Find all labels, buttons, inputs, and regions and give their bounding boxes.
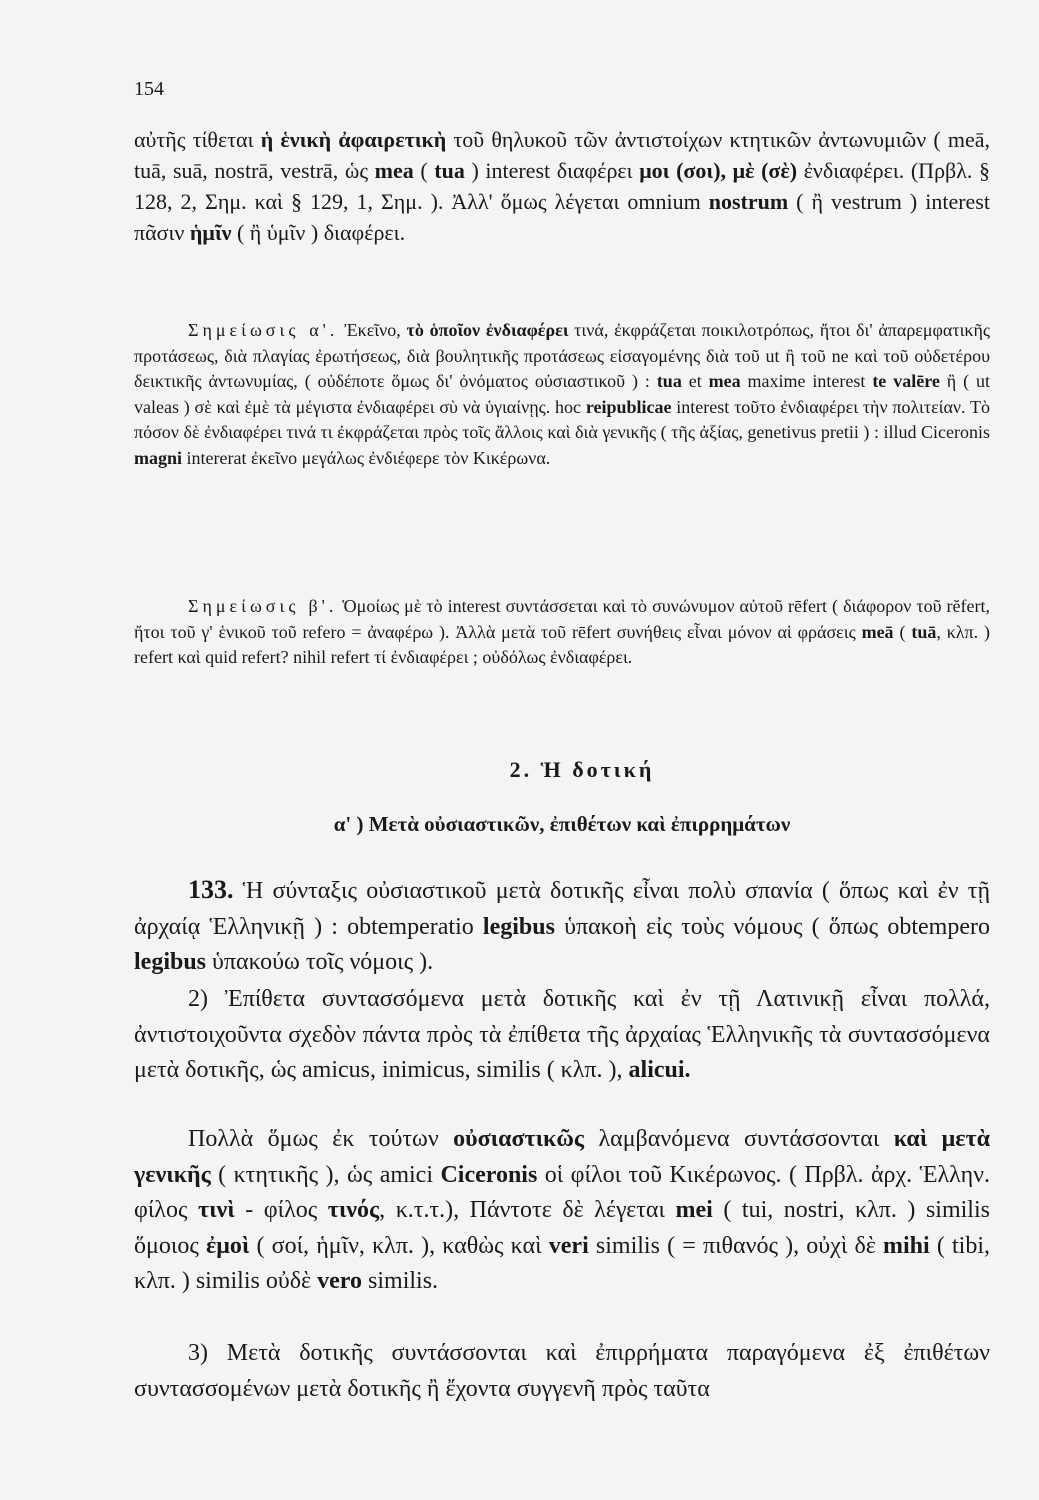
paragraph-adverbs: 3) Μετὰ δοτικῆς συντάσσονται καὶ ἐπιρρήματα παραγόμενα ἐξ ἐπιθέτων συντασσομένων μετὰ δοτικῆς ἢ ἔχοντα συγγενῆ πρὸς ταῦτα [134, 1340, 990, 1402]
note-alpha-label: Σημείωσις α'. [188, 320, 339, 340]
subsection-heading: α' ) Μετὰ οὐσιαστικῶν, ἐπιθέτων καὶ ἐπιρρημάτων [333, 812, 791, 836]
paragraph-adjectives: 2) Ἐπίθετα συντασσόμενα μετὰ δοτικῆς καὶ ἐν τῇ Λατινικῇ εἶναι πολλά, ἀντιστοιχοῦντα σχεδὸν πάντα πρὸς τὰ ἐπίθετα τῆς ἀρχαίας Ἑλληνικῆς τὰ συντασσόμενα μετὰ δοτικῆς, ὡς amicus, inimicus, similis ( κλπ. ), alicui. [134, 986, 990, 1083]
page-number: 154 [134, 78, 164, 100]
paragraph-number: 133. [188, 875, 234, 904]
note-alpha: Σημείωσις α'. Ἐκεῖνο, τὸ ὁποῖον ἐνδιαφέρει τινά, ἐκφράζεται ποικιλοτρόπως, ἤτοι δι' ἀπαρεμφατικῆς προτάσεως, διὰ πλαγίας ἐρωτήσεως, διὰ βουλητικῆς προτάσεως εἰσαγομένης διὰ τοῦ ut ἢ τοῦ ne καὶ τοῦ οὐδετέρου δεικτικῆς ἀντωνυμίας, ( οὐδέποτε ὅμως δι' ὀνόματος οὐσιαστικοῦ ) : tua et mea maxime interest te valēre ἢ ( ut valeas ) σὲ καὶ ἐμὲ τὰ μέγιστα ἐνδιαφέρει σὺ νὰ ὑγιαίνῃς. hoc reipublicae interest τοῦτο ἐνδιαφέρει τὴν πολιτείαν. Τὸ πόσον δὲ ἐνδιαφέρει τινά τι ἐκφράζεται πρὸς τοῖς ἄλλοις καὶ διὰ γενικῆς ( τῆς ἀξίας, genetivus pretii ) : illud Ciceronis magni intererat ἐκεῖνο μεγάλως ἐνδιέφερε τὸν Κικέρωνα. [134, 320, 991, 468]
paragraph-interest: αὐτῆς τίθεται ἡ ἑνικὴ ἀφαιρετικὴ τοῦ θηλυκοῦ τῶν ἀντιστοίχων κτητικῶν ἀντωνυμιῶν ( meā, tuā, suā, nostrā, vestrā, ὡς mea ( tua ) interest διαφέρει μοι (σοι), μὲ (σὲ) ἐνδιαφέρει. (Πρβλ. § 128, 2, Σημ. καὶ § 129, 1, Σημ. ). Ἀλλ' ὅμως λέγεται omnium nostrum ( ἢ vestrum ) interest πᾶσιν ἡμῖν ( ἢ ὑμῖν ) διαφέρει. [134, 127, 990, 245]
paragraph-133: 133. Ἡ σύνταξις οὐσιαστικοῦ μετὰ δοτικῆς εἶναι πολὺ σπανία ( ὅπως καὶ ἐν τῇ ἀρχαίᾳ Ἑλληνικῇ ) : obtemperatio legibus ὑπακοὴ εἰς τοὺς νόμους ( ὅπως obtempero legibus ὑπακούω τοῖς νόμοις ). [134, 875, 990, 975]
section-heading: 2. Ἡ δοτική [509, 757, 655, 782]
note-beta-label: Σημείωσις β'. [188, 596, 338, 616]
note-beta: Σημείωσις β'. Ὁμοίως μὲ τὸ interest συντάσσεται καὶ τὸ συνώνυμον αὐτοῦ rēfert ( διάφορον τοῦ rĕfert, ἤτοι τοῦ γ' ἑνικοῦ τοῦ refero = ἀναφέρω ). Ἀλλὰ μετὰ τοῦ rēfert συνήθεις εἶναι μόνον αἱ φράσεις meā ( tuā, κλπ. ) refert καὶ quid refert? nihil refert τί ἐνδιαφέρει ; οὐδόλως ἐνδιαφέρει. [134, 596, 990, 667]
paragraph-substantive: Πολλὰ ὅμως ἐκ τούτων οὐσιαστικῶς λαμβανόμενα συντάσσονται καὶ μετὰ γενικῆς ( κτητικῆς ), ὡς amici Ciceronis οἱ φίλοι τοῦ Κικέρωνος. ( Πρβλ. ἀρχ. Ἑλλην. φίλος τινὶ - φίλος τινός, κ.τ.τ.), Πάντοτε δὲ λέγεται mei ( tui, nostri, κλπ. ) similis ὅμοιος ἐμοὶ ( σοί, ἡμῖν, κλπ. ), καθὼς καὶ veri similis ( = πιθανός ), οὐχὶ δὲ mihi ( tibi, κλπ. ) similis οὐδὲ vero similis. [134, 1126, 991, 1294]
